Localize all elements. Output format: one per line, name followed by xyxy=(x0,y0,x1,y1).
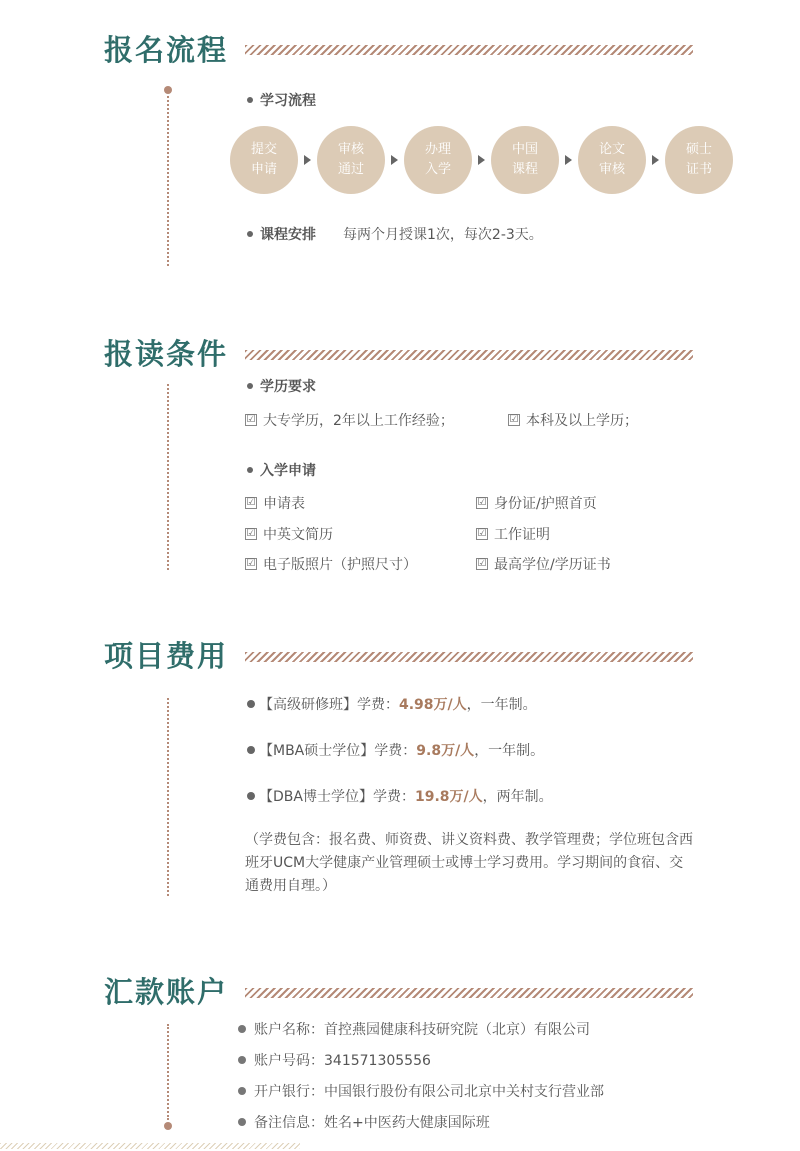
checkbox-icon: ☑ xyxy=(509,414,519,425)
check-item: ☑ 电子版照片（护照尺寸） xyxy=(246,557,417,573)
fee-price: 4.98万/人 xyxy=(399,697,467,713)
fee-item: 【高级研修班】学费： 4.98万/人 ，一年制。 xyxy=(247,694,537,714)
bullet-icon xyxy=(238,1118,246,1126)
schedule-label: 课程安排 xyxy=(247,224,316,244)
bullet-icon xyxy=(247,97,253,103)
timeline-dot xyxy=(164,86,172,94)
account-item: 账户号码：341571305556 xyxy=(238,1050,431,1070)
check-item: ☑ 工作证明 xyxy=(477,527,550,543)
arrow-right-icon xyxy=(565,155,572,165)
fee-price: 9.8万/人 xyxy=(416,743,475,759)
bullet-icon xyxy=(238,1056,246,1064)
process-flow xyxy=(230,126,733,194)
step-circle: 硕士 证书 xyxy=(665,126,733,194)
fee-item: 【DBA博士学位】学费： 19.8万/人 ，两年制。 xyxy=(247,786,553,806)
checkbox-icon: ☑ xyxy=(477,497,487,508)
arrow-right-icon xyxy=(652,155,659,165)
step-circle: 办理 入学 xyxy=(404,126,472,194)
checkbox-icon: ☑ xyxy=(246,528,256,539)
check-item: ☑ 本科及以上学历； xyxy=(509,413,638,429)
bullet-icon xyxy=(247,383,253,389)
schedule-text: 每两个月授课1次，每次2-3天。 xyxy=(343,227,543,243)
bullet-icon xyxy=(247,746,255,754)
timeline-line xyxy=(167,384,169,570)
timeline-line xyxy=(167,96,169,266)
title-divider xyxy=(245,350,693,360)
check-item: ☑ 身份证/护照首页 xyxy=(477,496,597,512)
check-item: ☑ 大专学历，2年以上工作经验； xyxy=(246,413,454,429)
fee-note: （学费包含：报名费、师资费、讲义资料费、教学管理费；学位班包含西班牙UCM大学健康产业管理硕士或博士学习费用。学习期间的食宿、交通费用自理。） xyxy=(245,832,693,894)
fee-price: 19.8万/人 xyxy=(414,789,483,805)
account-item: 开户银行：中国银行股份有限公司北京中关村支行营业部 xyxy=(238,1081,604,1101)
section-title-fees: 项目费用 xyxy=(104,639,229,673)
bullet-icon xyxy=(247,231,253,237)
step-circle: 提交 申请 xyxy=(230,126,298,194)
title-divider xyxy=(245,988,693,998)
section-title-account: 汇款账户 xyxy=(104,975,229,1009)
check-item: ☑ 申请表 xyxy=(246,496,305,512)
arrow-right-icon xyxy=(478,155,485,165)
section-title-requirements: 报读条件 xyxy=(104,337,229,371)
bullet-icon xyxy=(247,792,255,800)
title-divider xyxy=(245,45,693,55)
fee-item: 【MBA硕士学位】学费： 9.8万/人 ，一年制。 xyxy=(247,740,544,760)
timeline-line xyxy=(167,698,169,896)
section-title-process: 报名流程 xyxy=(104,33,229,67)
title-divider xyxy=(245,652,693,662)
account-item: 账户名称：首控燕园健康科技研究院（北京）有限公司 xyxy=(238,1019,590,1039)
education-label: 学历要求 xyxy=(247,376,316,396)
checkbox-icon: ☑ xyxy=(246,558,256,569)
arrow-right-icon xyxy=(304,155,311,165)
checkbox-icon: ☑ xyxy=(246,414,256,425)
check-item: ☑ 中英文简历 xyxy=(246,527,333,543)
bullet-icon xyxy=(238,1087,246,1095)
check-item: ☑ 最高学位/学历证书 xyxy=(477,557,611,573)
timeline-dot xyxy=(164,1122,172,1130)
account-item: 备注信息：姓名+中医药大健康国际班 xyxy=(238,1112,490,1132)
step-circle: 中国 课程 xyxy=(491,126,559,194)
application-label: 入学申请 xyxy=(247,460,316,480)
learning-process-label: 学习流程 xyxy=(247,90,316,110)
footer-divider xyxy=(0,1143,300,1149)
step-circle: 审核 通过 xyxy=(317,126,385,194)
timeline-line xyxy=(167,1024,169,1120)
step-circle: 论文 审核 xyxy=(578,126,646,194)
bullet-icon xyxy=(247,700,255,708)
bullet-icon xyxy=(247,467,253,473)
checkbox-icon: ☑ xyxy=(477,558,487,569)
checkbox-icon: ☑ xyxy=(477,528,487,539)
arrow-right-icon xyxy=(391,155,398,165)
bullet-icon xyxy=(238,1025,246,1033)
checkbox-icon: ☑ xyxy=(246,497,256,508)
